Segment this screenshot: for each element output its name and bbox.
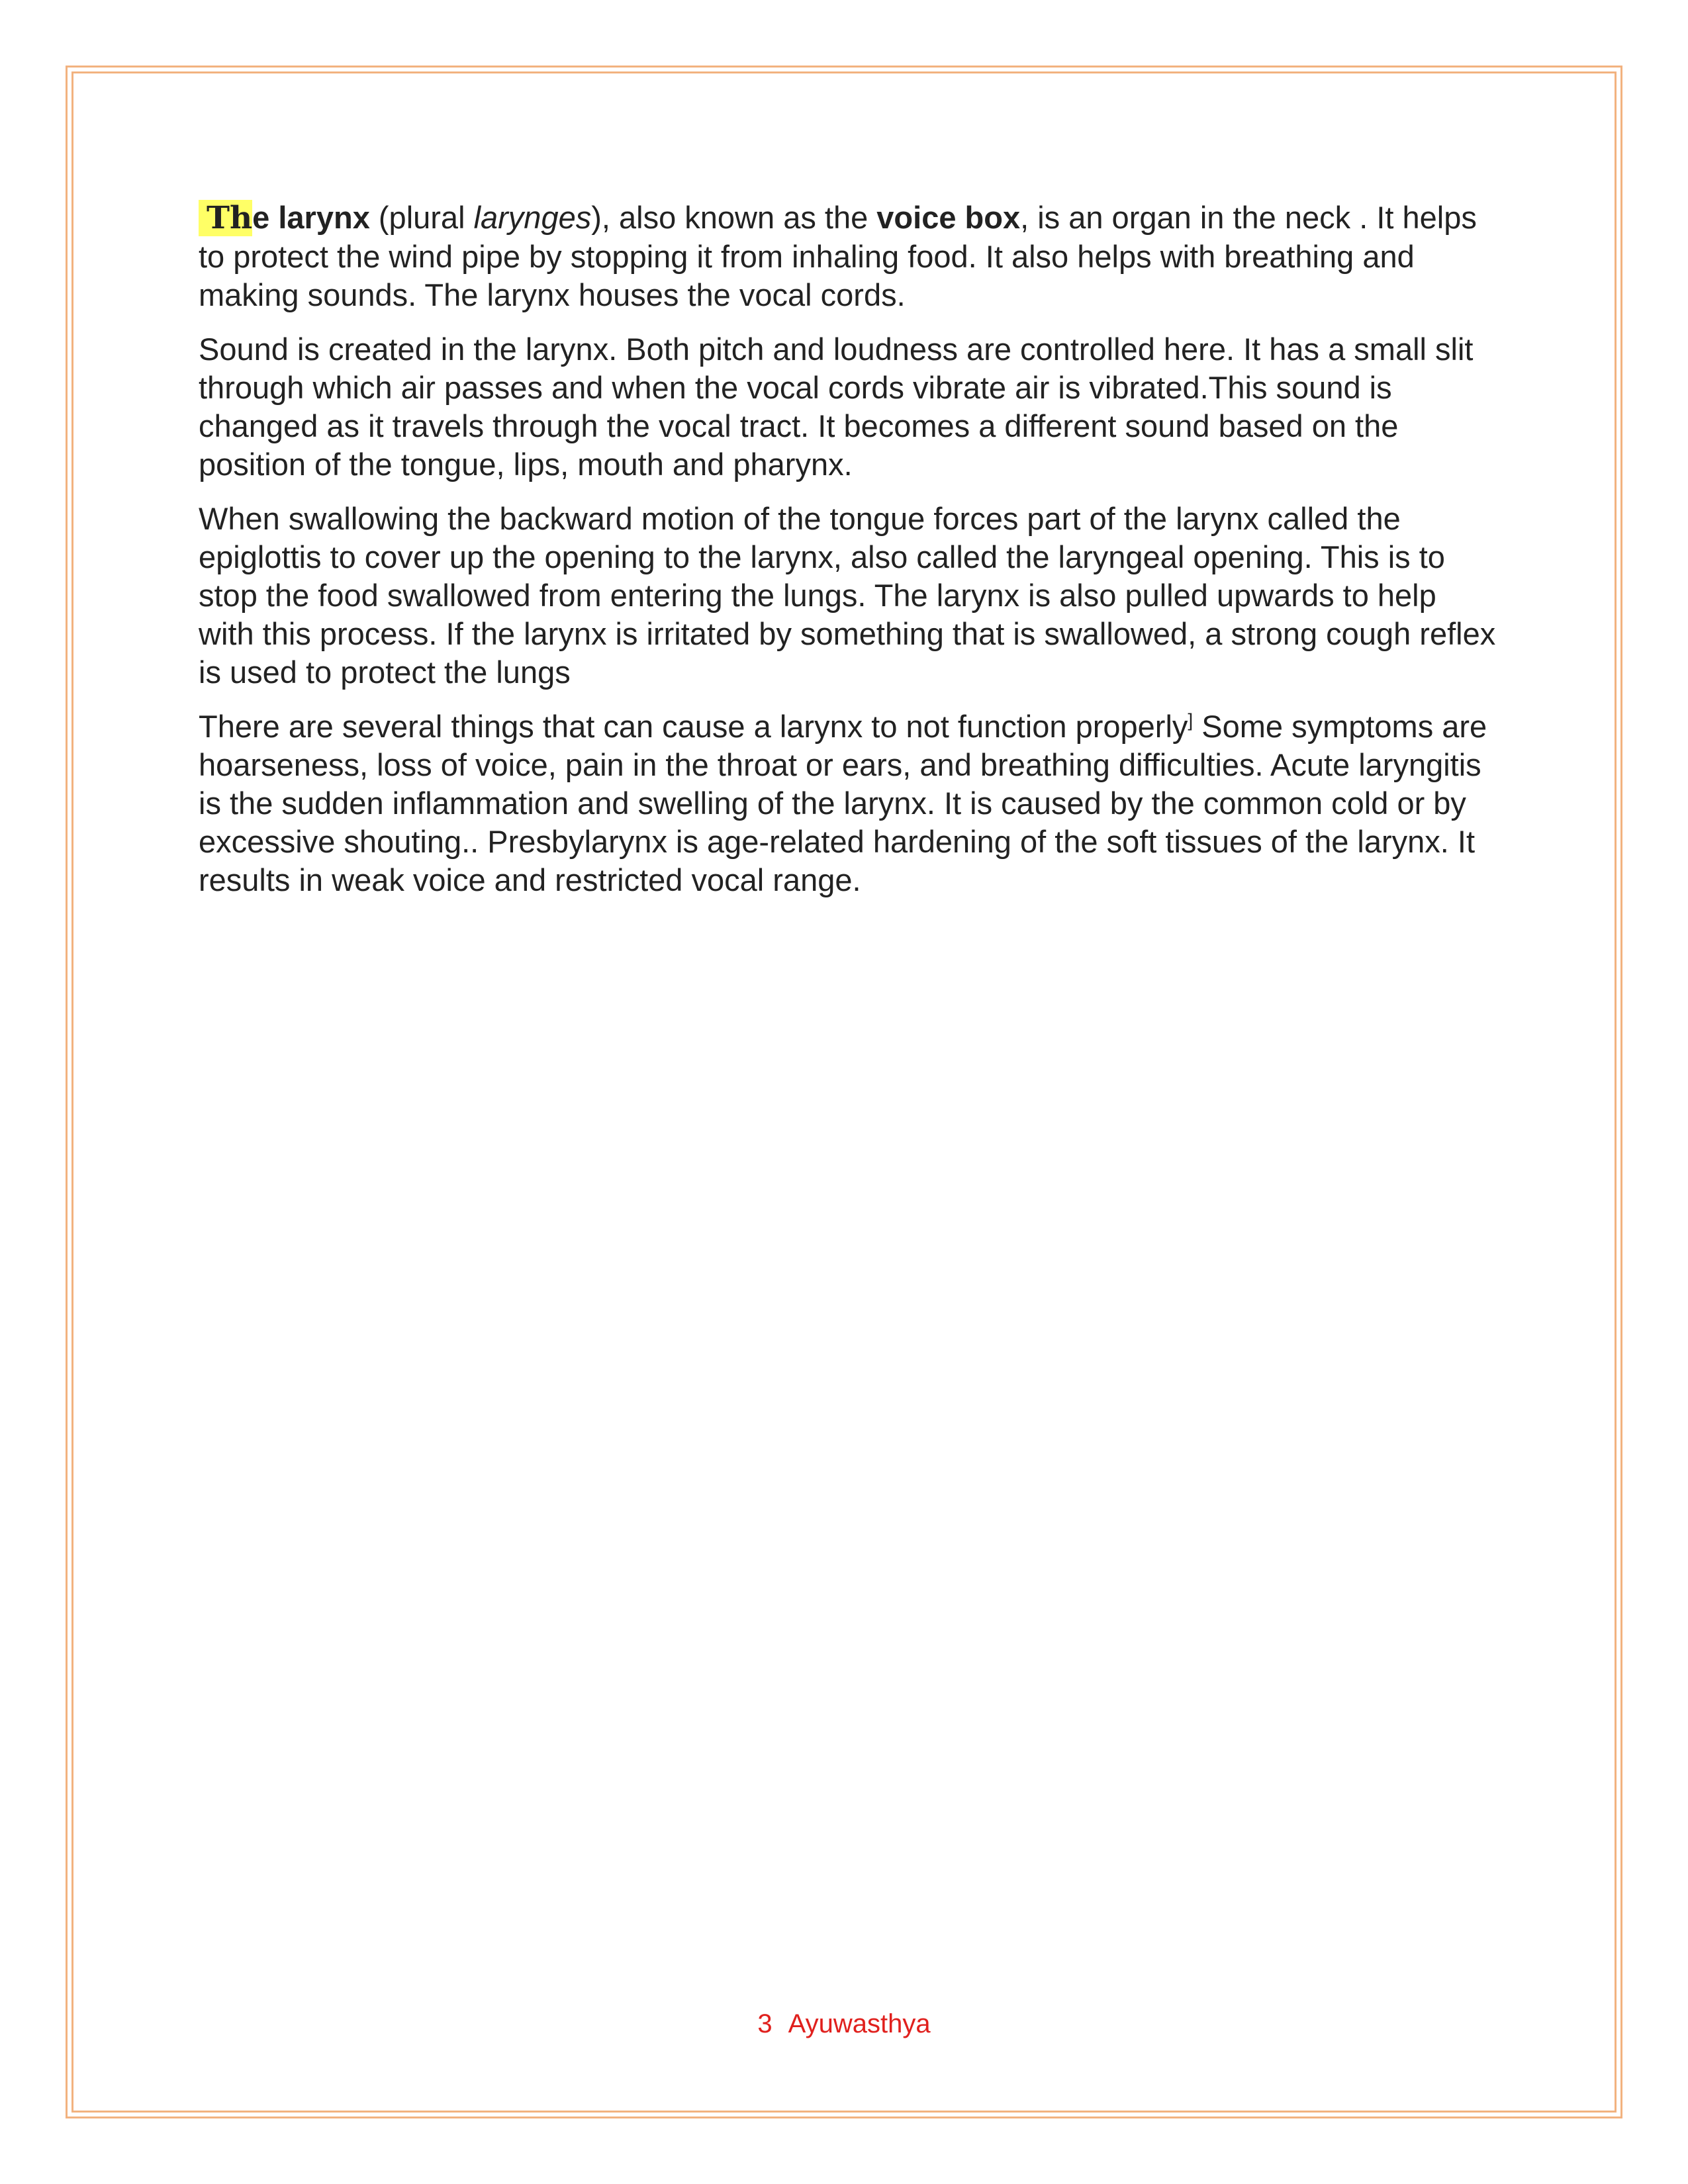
plural-term: larynges	[473, 200, 592, 235]
voice-box-term: voice box	[876, 200, 1021, 235]
paragraph-larynx-intro	[199, 199, 1496, 314]
text-run: There are several things that can cause a larynx to not function properly	[199, 709, 1188, 744]
footer-text: Ayuwasthya	[788, 2009, 931, 2038]
text-run: (plural	[369, 200, 474, 235]
highlighted-text: Th	[199, 200, 252, 236]
paragraph-sound: Sound is created in the larynx. Both pitch and loudness are controlled here. It has a small slit through which air passes and when the vocal cords vibrate air is vibrated.This sound is changed as it travels through the vocal tract. It becomes a different sound based on the position of the tongue, lips, mouth and pharynx.	[199, 332, 1474, 482]
document-body	[199, 199, 1496, 915]
page-number: 3	[757, 2009, 773, 2038]
text-run: , is an organ in the neck . It helps to protect the wind pipe by stopping it from inhaling food. It also helps with breathing and making sounds. The larynx houses the vocal cords.	[199, 200, 1477, 312]
paragraph-swallowing: When swallowing the backward motion of the tongue forces part of the larynx called the epiglottis to cover up the opening to the larynx, also called the laryngeal opening. This is to stop the food swallowed from entering the lungs. The larynx is also pulled upwards to help with this process. If the larynx is irritated by something that is swallowed, a strong cough reflex is used to protect the lungs	[199, 501, 1496, 690]
citation-mark: ]	[1188, 709, 1194, 731]
paragraph-disorders	[199, 707, 1496, 899]
text-run: Some symptoms are hoarseness, loss of voice, pain in the throat or ears, and breathing difficulties. Acute laryngitis is the sudden inflammation and swelling of the larynx. It is caused by the common cold or by excessive shouting.. Presbylarynx is age-related hardening of the soft tissues of the larynx. It results in weak voice and restricted vocal range.	[199, 709, 1487, 897]
page-footer	[0, 2009, 1688, 2039]
lead-term: e larynx	[252, 200, 370, 235]
text-run: ), also known as the	[591, 200, 877, 235]
